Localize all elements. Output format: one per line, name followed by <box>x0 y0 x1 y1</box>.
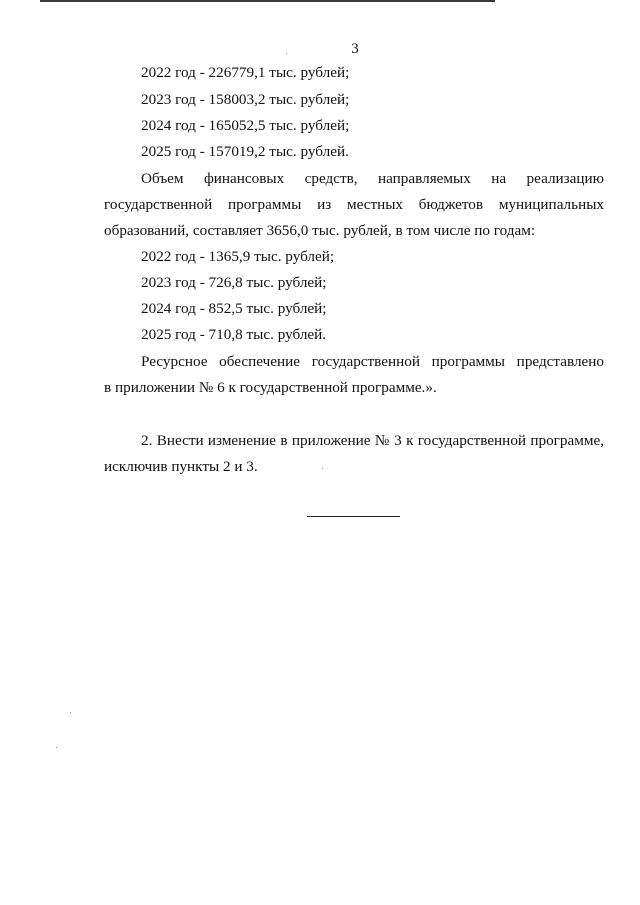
scan-speck <box>56 747 57 748</box>
budget-year-2024: 2024 год - 165052,5 тыс. рублей; <box>141 117 350 134</box>
budget-year-2025: 2025 год - 157019,2 тыс. рублей. <box>141 143 349 160</box>
local-year-2025: 2025 год - 710,8 тыс. рублей. <box>141 326 327 343</box>
amendment-paragraph-line-1: 2. Внести изменение в приложение № 3 к государственной программе, <box>141 432 604 449</box>
local-paragraph-line-3: образований, составляет 3656,0 тыс. рублей, в том числе по годам: <box>104 222 536 239</box>
local-year-2023: 2023 год - 726,8 тыс. рублей; <box>141 274 327 291</box>
scan-speck <box>322 468 323 469</box>
local-year-2024: 2024 год - 852,5 тыс. рублей; <box>141 300 327 317</box>
page-number: 3 <box>351 41 359 57</box>
resource-paragraph-line-2: в приложении № 6 к государственной программе.». <box>104 379 437 396</box>
resource-paragraph-line-1: Ресурсное обеспечение государственной программы представлено <box>141 353 604 370</box>
local-paragraph-line-1: Объем финансовых средств, направляемых на реализацию <box>141 170 604 187</box>
budget-year-2022: 2022 год - 226779,1 тыс. рублей; <box>141 64 350 81</box>
local-paragraph-line-2: государственной программы из местных бюджетов муниципальных <box>104 196 604 213</box>
scan-speck <box>286 53 287 54</box>
amendment-paragraph-line-2: исключив пункты 2 и 3. <box>104 458 258 475</box>
local-year-2022: 2022 год - 1365,9 тыс. рублей; <box>141 248 335 265</box>
closing-separator-line <box>307 516 400 517</box>
budget-year-2023: 2023 год - 158003,2 тыс. рублей; <box>141 91 350 108</box>
scan-edge-line <box>40 0 495 2</box>
scan-speck <box>70 712 71 713</box>
